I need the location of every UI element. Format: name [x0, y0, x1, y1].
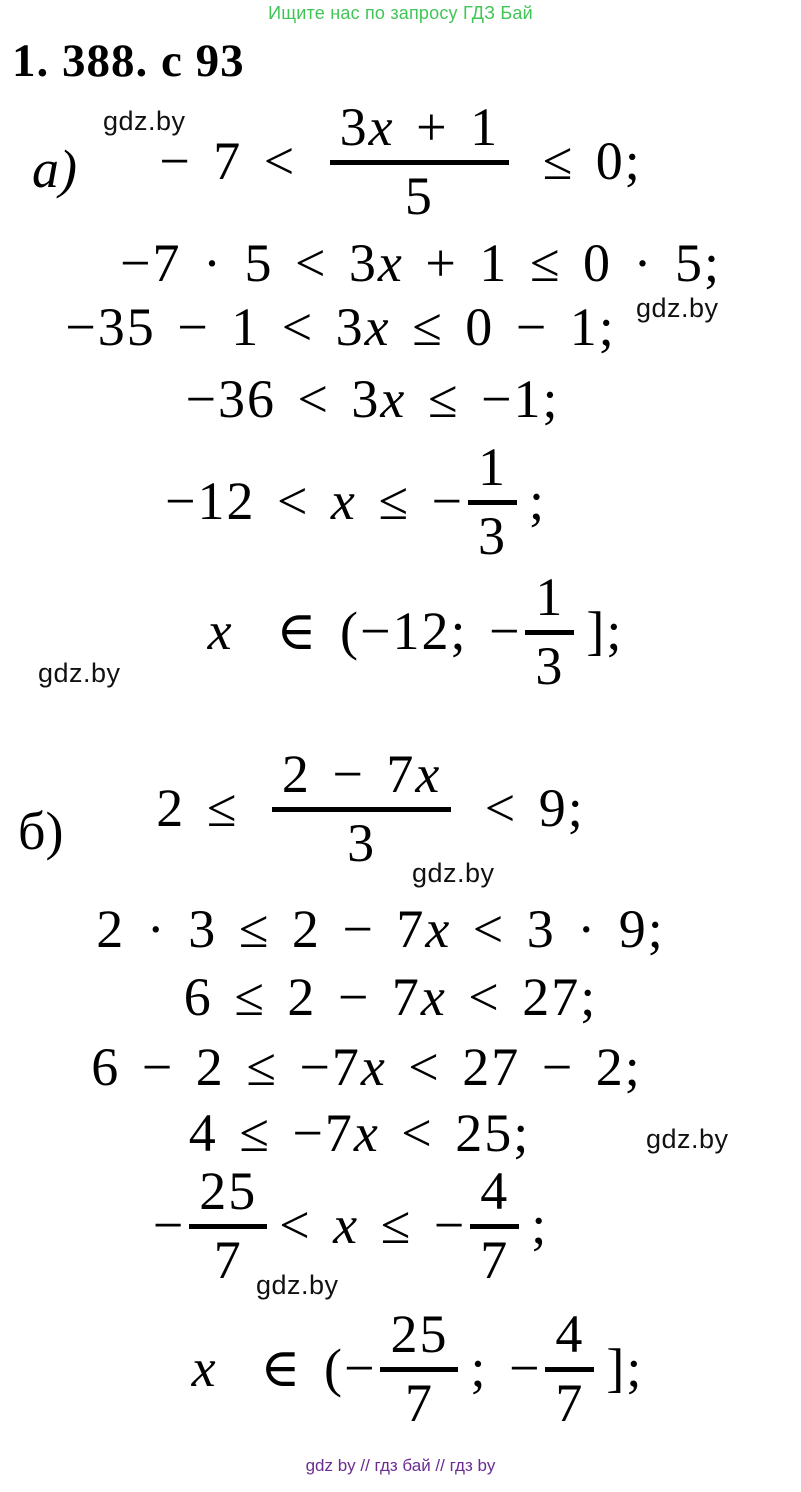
- math-variable-x: x: [368, 97, 395, 157]
- promo-banner: Ищите нас по запросу ГДЗ Бай: [268, 3, 533, 23]
- fraction-numerator: 4: [545, 1305, 594, 1372]
- watermark-gdz: gdz.by: [103, 106, 186, 136]
- watermark-gdz: gdz.by: [38, 658, 121, 688]
- fraction-denominator: 3: [477, 506, 507, 566]
- math-variable-x: x: [415, 744, 442, 804]
- math-token: 2 ≤: [156, 777, 260, 838]
- math-token: 2 − 7: [281, 744, 416, 804]
- math-token: 6 ≤ 2 − 7: [183, 967, 421, 1027]
- part-b-label: б): [18, 801, 64, 861]
- math-token: + 1: [394, 97, 500, 157]
- equation-line-b7: [17, 1304, 801, 1433]
- math-variable-x: x: [191, 1337, 218, 1398]
- watermark-gdz: gdz.by: [646, 1124, 729, 1154]
- math-variable-x: x: [333, 1194, 360, 1255]
- math-token: ; −: [470, 1337, 542, 1398]
- math-token: 2 · 3 ≤ 2 − 7: [96, 899, 426, 959]
- fraction-numerator: 1: [525, 568, 574, 635]
- math-token: ];: [586, 600, 624, 661]
- fraction: [380, 1304, 458, 1433]
- fraction-denominator: 7: [404, 1373, 434, 1433]
- footer-credits: gdz by // гдз бай // гдз by: [305, 1456, 496, 1475]
- fraction-numerator: 4: [470, 1162, 519, 1229]
- math-token: ≤ 0;: [521, 130, 642, 191]
- fraction: [468, 437, 517, 566]
- math-token: ≤ 0 − 1;: [390, 297, 616, 357]
- fraction-denominator: 7: [213, 1230, 243, 1290]
- fraction-numerator: [330, 98, 509, 165]
- math-variable-x: x: [353, 1103, 380, 1163]
- math-variable-x: x: [360, 1037, 387, 1097]
- math-token: −12 <: [165, 470, 331, 531]
- math-token: 3: [339, 97, 369, 157]
- math-token: −36 < 3: [185, 369, 381, 429]
- watermark-gdz: gdz.by: [636, 293, 719, 323]
- math-variable-x: x: [420, 967, 447, 1027]
- math-token: −7 · 5 < 3: [120, 233, 378, 293]
- fraction-denominator: 5: [404, 166, 434, 226]
- math-variable-x: x: [425, 899, 452, 959]
- equation-line-a3: [0, 296, 741, 358]
- equation-line-b2: [0, 898, 781, 960]
- equation-line-a6: [15, 567, 801, 696]
- fraction-denominator: 7: [480, 1230, 510, 1290]
- fraction: [470, 1161, 519, 1290]
- math-token: ≤ −1;: [406, 369, 560, 429]
- math-variable-x: x: [330, 470, 357, 531]
- fraction-denominator: 3: [535, 636, 565, 696]
- equation-line-b6: [0, 1161, 751, 1290]
- math-token: ∈ (−12; −: [233, 601, 522, 661]
- math-variable-x: x: [364, 297, 391, 357]
- math-token: ;: [531, 1194, 549, 1255]
- fraction-numerator: 25: [380, 1305, 458, 1372]
- math-token: ≤ −: [356, 470, 464, 531]
- part-a-label: а): [32, 139, 77, 199]
- fraction: [189, 1161, 267, 1290]
- page-title: 1. 388. с 93: [12, 35, 245, 87]
- fraction: [545, 1304, 594, 1433]
- equation-line-b4: [0, 1036, 767, 1098]
- equation-line-a1: [0, 97, 801, 226]
- math-token: < 25;: [379, 1103, 531, 1163]
- math-token: −35 − 1 < 3: [65, 297, 365, 357]
- fraction: [272, 744, 451, 873]
- fraction-denominator: 7: [555, 1373, 585, 1433]
- math-token: < 3 · 9;: [451, 899, 665, 959]
- equation-line-a2: [20, 232, 801, 294]
- math-token: ≤ −: [359, 1194, 467, 1255]
- fraction: [525, 567, 574, 696]
- watermark-gdz: gdz.by: [256, 1270, 339, 1300]
- math-token: −: [152, 1194, 186, 1255]
- math-token: < 27;: [446, 967, 598, 1027]
- math-token: 4 ≤ −7: [188, 1103, 354, 1163]
- math-variable-x: x: [380, 369, 407, 429]
- fraction: [330, 97, 509, 226]
- math-token: + 1 ≤ 0 · 5;: [403, 233, 721, 293]
- fraction-numerator: 1: [468, 438, 517, 505]
- math-token: < 27 − 2;: [386, 1037, 642, 1097]
- math-variable-x: x: [377, 233, 404, 293]
- fraction-denominator: 3: [347, 813, 377, 873]
- math-variable-x: x: [207, 600, 234, 661]
- math-token: 6 − 2 ≤ −7: [91, 1037, 361, 1097]
- math-token: < 9;: [463, 777, 585, 838]
- fraction-numerator: 25: [189, 1162, 267, 1229]
- fraction-numerator: [272, 745, 451, 812]
- watermark-gdz: gdz.by: [412, 858, 495, 888]
- math-token: ;: [528, 470, 546, 531]
- math-token: ];: [606, 1337, 644, 1398]
- math-token: ∈ (−: [217, 1338, 377, 1398]
- equation-line-b3: [0, 966, 791, 1028]
- equation-line-a4: [0, 368, 773, 430]
- math-token: <: [279, 1194, 334, 1255]
- math-token: − 7 <: [159, 130, 318, 191]
- equation-line-a5: [0, 437, 756, 566]
